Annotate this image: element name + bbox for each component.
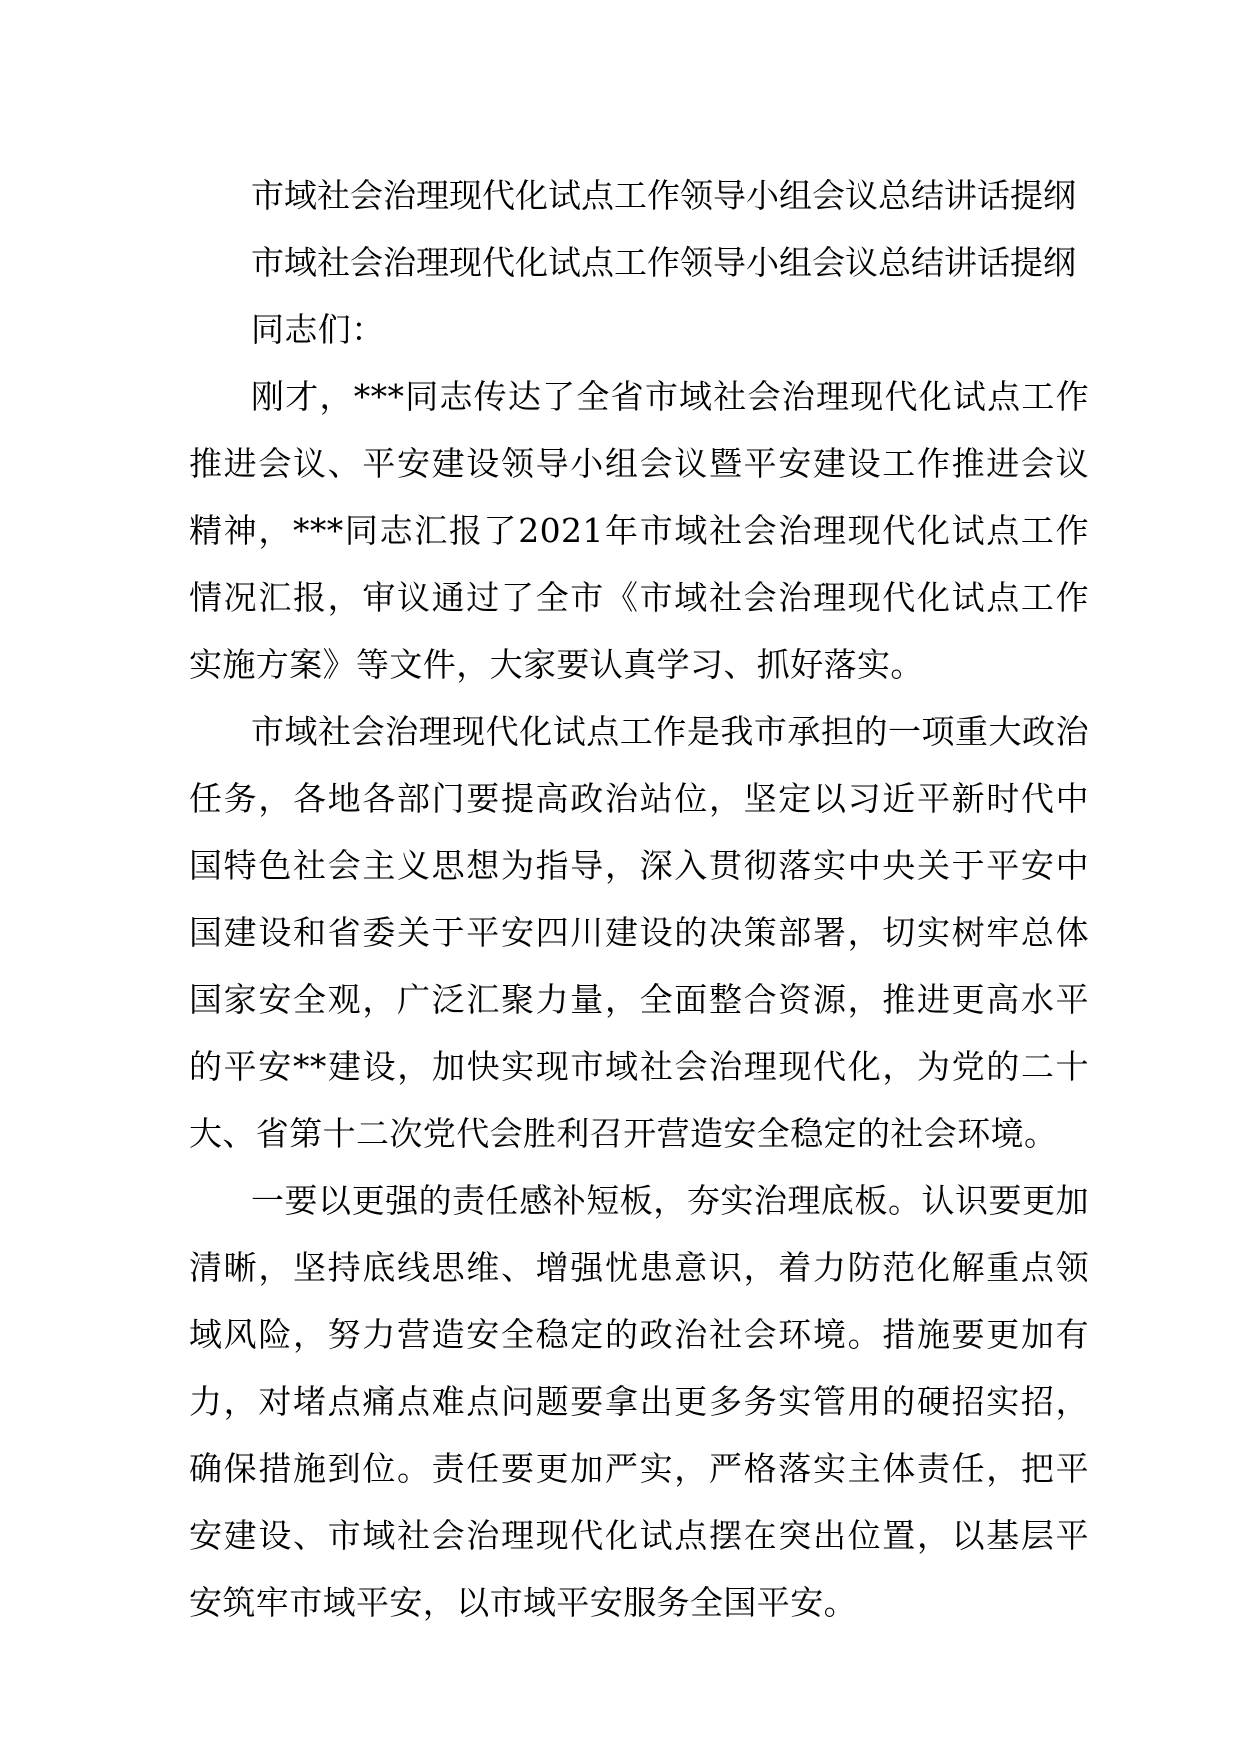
document-title: 市域社会治理现代化试点工作领导小组会议总结讲话提纲 [251,176,1076,215]
salutation: 同志们： [251,310,385,349]
paragraph-3: 一要以更强的责任感补短板，夯实治理底板。认识要更加清晰，坚持底线思维、增强忧患意识，着力防范化解重点领域风险，努力营造安全稳定的政治社会环境。措施要更加有力，对堵点痛点难点问题要拿出更多务实管用的硬招实招，确保措施到位。责任要更加严实，严格落实主体责任，把平安建设、市域社会治理现代化试点摆在突出位置，以基层平安筑牢市域平安，以市域平安服务全国平安。 [189,1181,1089,1622]
paragraph-1: 刚才，***同志传达了全省市域社会治理现代化试点工作推进会议、平安建设领导小组会议暨平安建设工作推进会议精神，***同志汇报了2021年市域社会治理现代化试点工作情况汇报，审议通过了全市《市域社会治理现代化试点工作实施方案》等文件，大家要认真学习、抓好落实。 [189,377,1089,684]
document-subtitle: 市域社会治理现代化试点工作领导小组会议总结讲话提纲 [251,243,1076,282]
paragraph-2: 市域社会治理现代化试点工作是我市承担的一项重大政治任务，各地各部门要提高政治站位，坚定以习近平新时代中国特色社会主义思想为指导，深入贯彻落实中央关于平安中国建设和省委关于平安四川建设的决策部署，切实树牢总体国家安全观，广泛汇聚力量，全面整合资源，推进更高水平的平安**建设，加快实现市域社会治理现代化，为党的二十大、省第十二次党代会胜利召开营造安全稳定的社会环境。 [189,712,1089,1153]
document-body [189,162,1089,1636]
